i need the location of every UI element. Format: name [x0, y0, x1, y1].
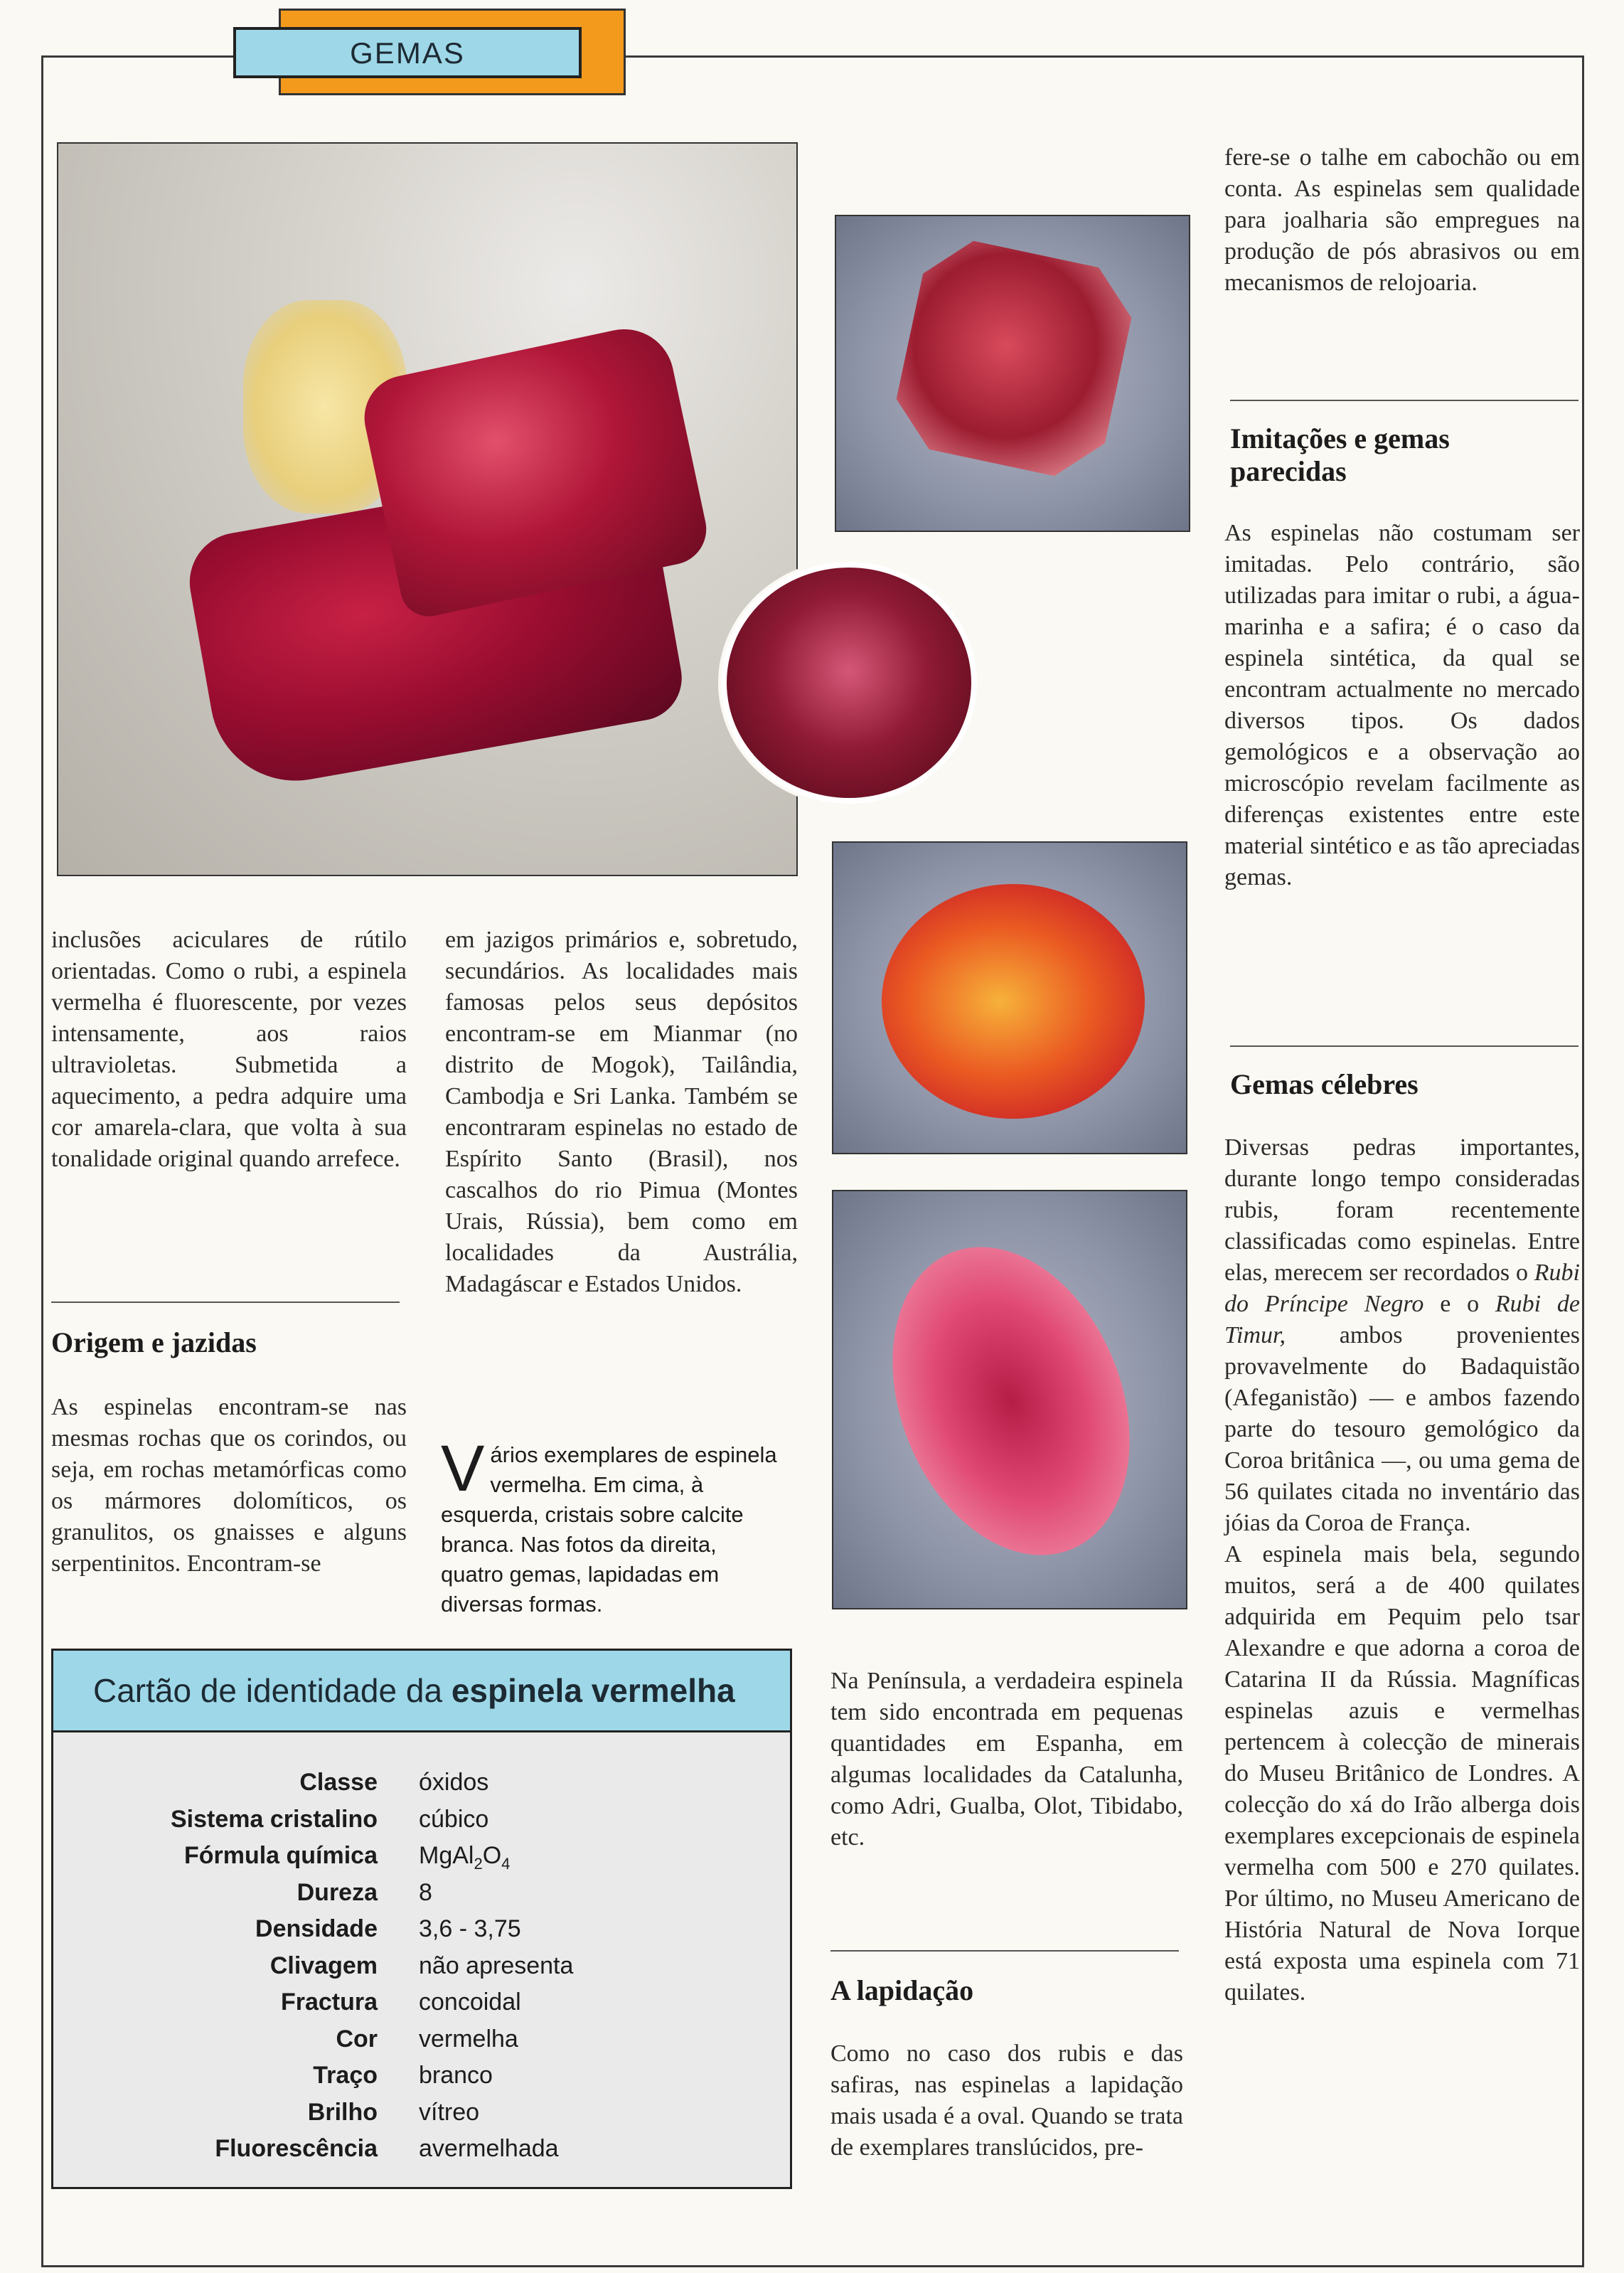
card-row — [53, 1764, 790, 1801]
card-row-label: Densidade — [255, 1915, 378, 1942]
oval-cut-gem — [882, 884, 1145, 1119]
card-title-prefix: Cartão de identidade da — [93, 1672, 452, 1709]
body-text: inclusões aciculares de rútilo orientadas. Como o rubi, a espinela vermelha é fluorescente, por vezes intensamente, aos raios ultravioletas. Submetida a aquecimento, a pedra adquire uma cor amarela-clara, que volta à sua tonalidade original quando arrefece. — [51, 927, 407, 1172]
body-text: Na Península, a verdadeira espinela tem sido encontrada em pequenas quantidades em Espanha, em algumas localidades da Catalunha, como Adri, Gualba, Olot, Tibidabo, etc. — [830, 1668, 1183, 1851]
photo-caption — [441, 1432, 782, 1619]
card-row-value: 8 — [419, 1878, 432, 1906]
gem-name: Rubi de Timur, — [1224, 1291, 1580, 1348]
card-row — [53, 2058, 790, 2094]
card-row-value: vítreo — [419, 2098, 480, 2126]
card-row-label: Classe — [299, 1769, 378, 1796]
left-column-para1 — [51, 925, 407, 1175]
card-title — [53, 1651, 790, 1732]
gem-photo-octagon — [835, 215, 1190, 532]
card-row-value: óxidos — [419, 1769, 489, 1796]
card-row-label: Fluorescência — [215, 2135, 378, 2162]
right-column-para1 — [1224, 142, 1580, 299]
card-row — [53, 1875, 790, 1912]
card-row-label: Traço — [313, 2062, 378, 2089]
caption-text: ários exemplares de espinela vermelha. Em cima, à esquerda, cristais sobre calcite branca. Nas fotos da direita, quatro gemas, lapidadas em diversas formas. — [441, 1442, 777, 1617]
card-row-label: Clivagem — [269, 1952, 378, 1979]
middle-column-para2 — [830, 1666, 1183, 1853]
card-row-value: cúbico — [419, 1805, 489, 1833]
body-text: A espinela mais bela, segundo muitos, será a de 400 quilates adquirida em Pequim pelo tsar Alexandre e que adorna a coroa de Catarina II da Rússia. Magníficas espinelas azuis e vermelhas pertencem à colecção de minerais do Museu Britânico de Londres. A colecção do xá do Irão alberga dois exemplares excepcionais de espinela vermelha com 500 e 270 quilates. Por último, no Museu Americano de História Natural de Nova Iorque está exposta uma espinela com 71 quilates. — [1224, 1541, 1580, 2006]
section-divider — [830, 1950, 1179, 1952]
card-row-value: vermelha — [419, 2025, 518, 2053]
body-text: As espinelas não costumam ser imitadas. Pelo contrário, são utilizadas para imitar o rubi, a água-marinha e a safira; é o caso da espinela sintética, da qual se encontram actualmente no mercado diversos tipos. Os dados gemológicos e a observação ao microscópio revelam facilmente as diferenças existentes entre este material sintético e as tão apreciadas gemas. — [1224, 520, 1580, 890]
middle-column-para1 — [445, 925, 798, 1300]
card-row-label: Dureza — [297, 1878, 378, 1906]
body-text-segment: Diversas pedras importantes, durante longo tempo consideradas rubis, foram recentemente classificadas como espinelas. Entre elas, merecem ser recordados o — [1224, 1134, 1580, 1286]
body-text: Como no caso dos rubis e das safiras, nas espinelas a lapidação mais usada é a oval. Quando se trata de exemplares translúcidos, pre- — [830, 2040, 1183, 2161]
heading-imitacoes: Imitações e gemas parecidas — [1230, 422, 1450, 487]
heading-origem: Origem e jazidas — [51, 1326, 257, 1358]
card-row-label: Fractura — [280, 1989, 378, 2016]
card-row-value: 3,6 - 3,75 — [419, 1915, 521, 1942]
body-text-segment: e o — [1423, 1291, 1495, 1317]
card-row — [53, 1948, 790, 1985]
card-row — [53, 1984, 790, 2021]
card-properties — [53, 1764, 790, 2168]
left-column-para2 — [51, 1392, 407, 1580]
right-column-para2 — [1224, 518, 1580, 893]
gem-photo-marquise — [832, 1190, 1187, 1609]
card-row — [53, 2131, 790, 2168]
section-divider — [1230, 400, 1578, 401]
section-divider — [1230, 1045, 1578, 1047]
card-title-bold: espinela vermelha — [451, 1672, 735, 1709]
body-text: fere-se o talhe em cabochão ou em conta. As espinelas sem qualidade para joalharia são empregues na produção de pós abrasivos ou em mecanismos de relojoaria. — [1224, 144, 1580, 296]
card-row — [53, 1838, 790, 1875]
card-row-value: concoidal — [419, 1989, 521, 2016]
card-row-value: branco — [419, 2062, 493, 2089]
right-column-para3 — [1224, 1132, 1580, 2008]
card-row — [53, 2094, 790, 2131]
heading-lapidacao: A lapidação — [830, 1974, 974, 2006]
round-cut-gem — [727, 568, 971, 798]
gem-photo-round — [721, 562, 977, 804]
octagon-cut-gem — [887, 232, 1140, 485]
heading-celebres: Gemas célebres — [1230, 1068, 1419, 1100]
card-row-label: Sistema cristalino — [170, 1805, 378, 1833]
card-row-value: não apresenta — [419, 1952, 574, 1979]
card-row-label: Brilho — [307, 2098, 378, 2126]
body-text: em jazigos primários e, sobretudo, secundários. As localidades mais famosas pelos seus depósitos encontram-se em Mianmar (no distrito de Mogok), Tailândia, Cambodja e Sri Lanka. Também se encontraram espinelas no estado de Espírito Santo (Brasil), nos cascalhos do rio Pimua (Montes Urais, Rússia), bem como em localidades da Austrália, Madagáscar e Estados Unidos. — [445, 927, 798, 1297]
body-text — [1224, 1132, 1580, 1539]
body-text: As espinelas encontram-se nas mesmas rochas que os corindos, ou seja, em rochas metamórficas como os mármores dolomíticos, os granulitos, os gnaisses e alguns serpentinitos. Encontram-se — [51, 1394, 407, 1577]
gem-photo-oval — [832, 841, 1187, 1154]
card-row-value: $MgAl_2O_4$ — [419, 1842, 511, 1873]
middle-column-para3 — [830, 2038, 1183, 2163]
section-label: GEMAS — [233, 27, 582, 78]
marquise-cut-gem — [849, 1211, 1173, 1590]
identity-card — [51, 1649, 792, 2189]
section-divider — [51, 1301, 400, 1303]
gem-name: Rubi do Príncipe Negro — [1224, 1260, 1580, 1317]
card-row-value: avermelhada — [419, 2135, 559, 2162]
main-crystal-photo — [57, 142, 798, 876]
card-row-label: Fórmula química — [183, 1842, 378, 1869]
caption-dropcap: V — [441, 1432, 485, 1505]
card-row — [53, 1911, 790, 1948]
body-text-segment: ambos provenientes provavelmente do Badaquistão (Afeganistão) — e ambos fazendo parte do tesouro gemológico da Coroa britânica —, ou uma gema de 56 quilates citada no inventário das jóias da Coroa de França. — [1224, 1322, 1580, 1536]
card-row — [53, 1801, 790, 1838]
card-row — [53, 2021, 790, 2058]
card-row-label: Cor — [336, 2025, 378, 2053]
